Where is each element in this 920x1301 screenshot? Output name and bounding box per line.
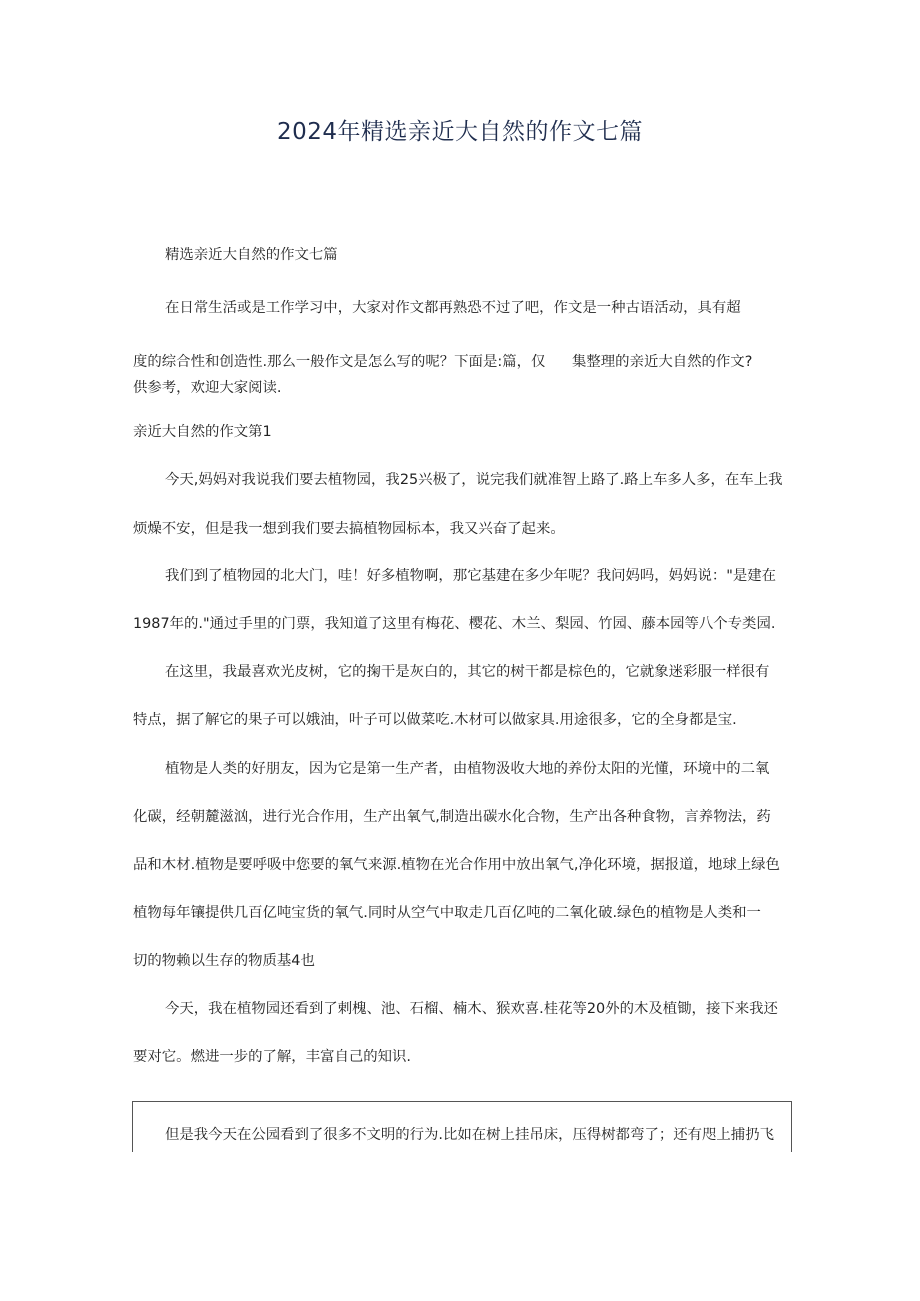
paragraph-line: 品和木材.植物是要呼吸中您要的氧气来源.植物在光合作用中放出氧气,净化环境，据报道，地球上绿色	[133, 857, 780, 873]
paragraph-line: 在这里，我最喜欢光皮树，它的掬干是灰白的，其它的树干都是棕色的，它就象迷彩服一样很有	[165, 664, 770, 680]
paragraph-line: 切的物赖以生存的物质基4也	[133, 953, 315, 969]
intro-line-3: 供参考，欢迎大家阅读.	[133, 380, 282, 396]
paragraph-line: 化碳，经朝麓滋汹，进行光合作用，生产出氧气,制造出碳水化合物，生产出各种食物，言养物法，药	[133, 809, 771, 825]
subtitle: 精选亲近大自然的作文七篇	[165, 247, 338, 263]
document-title: 2024年精选亲近大自然的作文七篇	[276, 119, 644, 145]
paragraph-line: 我们到了植物园的北大门，哇！好多植物啊，那它基建在多少年呢？我问妈吗，妈妈说："是建在	[165, 568, 777, 584]
paragraph-line: 特点，据了解它的果子可以娥油，叶子可以做菜吃.木材可以做家具.用途很多，它的全身都是宝.	[133, 712, 737, 728]
paragraph-line: 植物每年镶提供几百亿吨宝货的氧气.同时从空气中取走几百亿吨的二氧化破.绿色的植物是人类和一	[133, 905, 761, 921]
paragraph-line: 烦燥不安，但是我一想到我们要去搞植物园标本，我又兴奋了起来。	[133, 521, 565, 537]
paragraph-line: 今天,妈妈对我说我们要去植物园，我25兴极了，说完我们就准智上路了.路上车多人多，在车上我	[165, 472, 783, 488]
paragraph-line: 要对它。燃进一步的了解，丰富自己的知识.	[133, 1049, 411, 1065]
paragraph-line: 今天，我在植物园还看到了剌槐、池、石榴、楠木、猴欢喜.桂花等20外的木及植锄，接下来我还	[165, 1001, 778, 1017]
section-heading: 亲近大自然的作文第1	[133, 424, 272, 440]
intro-line-1: 在日常生活或是工作学习中，大家对作文都再熟恐不过了吧，作文是一种古语活动，具有超	[165, 300, 741, 316]
intro-line-2: 度的综合性和创造性.那么一般作文是怎么写的呢？下面是:篇，仅	[133, 354, 546, 370]
intro-line-2b: 集整理的亲近大自然的作文?	[572, 354, 753, 370]
paragraph-line: 植物是人类的好朋友，因为它是第一生产者，由植物汲收大地的养份太阳的光懂，环境中的二氧	[165, 761, 770, 777]
paragraph-line: 但是我今天在公园看到了很多不文明的行为.比如在树上挂吊床，压得树都弯了；还有咫上捕扔飞	[165, 1127, 774, 1143]
paragraph-line: 1987年的."通过手里的门票，我知道了这里有梅花、樱花、木兰、梨园、竹园、藤本园等八个专类园.	[133, 616, 776, 632]
